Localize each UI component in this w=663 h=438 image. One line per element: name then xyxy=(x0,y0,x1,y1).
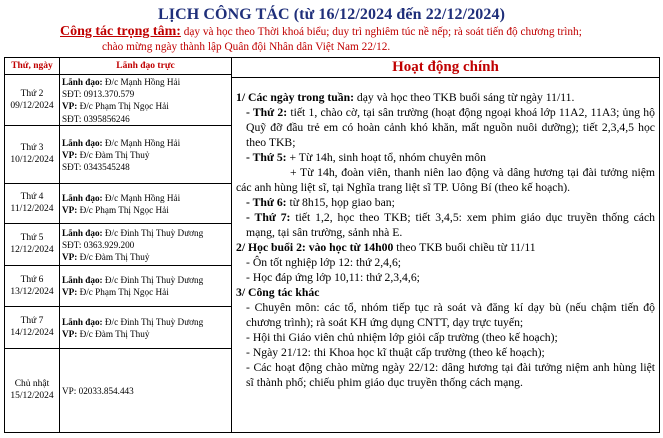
section-2-item-2: - Học đáp ứng lớp 10,11: thứ 2,3,4,6; xyxy=(246,271,420,284)
table-header-row xyxy=(5,58,660,75)
activity-cell xyxy=(232,58,660,433)
activity-thu5: - Thứ 5: + Từ 14h, sinh hoạt tổ, nhóm chuyên môn xyxy=(246,151,486,164)
day-cell: Thứ 7 14/12/2024 xyxy=(5,306,60,348)
lead-cell: Lãnh đạo: Đ/c Mạnh Hồng Hải VP: Đ/c Đàm Thị Thuỷ SĐT: 0343545248 xyxy=(60,125,232,183)
section-3: 3/ Công tác khác xyxy=(236,286,320,299)
activity-thu2: - Thứ 2: tiết 1, chào cờ, tại sân trường (hoạt động ngoại khoá lớp 11A2, 11A3; ủng hộ Quỹ đỡ đầu trẻ em có hoàn cảnh khó khăn, mất nguồn nuôi dưỡng); tiết 2,3,4,5 học theo TKB; xyxy=(246,106,655,149)
lead-cell: Lãnh đạo: Đ/c Mạnh Hồng Hải VP: Đ/c Phạm Thị Ngọc Hải xyxy=(60,183,232,223)
activity-thu5-line2: + Từ 14h, đoàn viên, thanh niên lao động và dâng hương tại đài tưởng niệm các anh hùng liệt sĩ, tại Nghĩa trang liệt sĩ TP. Uông Bí (theo kế hoạch). xyxy=(236,166,655,194)
focus-label: Công tác trọng tâm: xyxy=(60,24,181,39)
section-3-item-2: - Hội thi Giáo viên chủ nhiệm lớp giỏi cấp trường (theo kế hoạch); xyxy=(246,331,558,344)
lead-cell: VP: 02033.854.443 xyxy=(60,348,232,432)
lead-cell: Lãnh đạo: Đ/c Đinh Thị Thuỳ Dương VP: Đ/c Phạm Thị Ngọc Hải xyxy=(60,265,232,306)
lead-cell: Lãnh đạo: Đ/c Mạnh Hồng Hải SĐT: 0913.370.579 VP: Đ/c Phạm Thị Ngọc Hải SĐT: 0395856246 xyxy=(60,75,232,126)
day-cell: Thứ 2 09/12/2024 xyxy=(5,75,60,126)
section-3-item-4: - Các hoạt động chào mừng ngày 22/12: dâng hương tại đài tưởng niệm anh hùng liệt sĩ thành phố; chiếu phim giáo dục truyền thống cách mạng. xyxy=(246,361,655,389)
day-cell: Thứ 3 10/12/2024 xyxy=(5,125,60,183)
header-day: Thứ, ngày xyxy=(5,58,60,75)
day-cell: Thứ 6 13/12/2024 xyxy=(5,265,60,306)
activity-thu7: - Thứ 7: tiết 1,2, học theo TKB; tiết 3,4,5: xem phim giáo dục truyền thống cách mạng, tại sân trường, sảnh nhà E. xyxy=(246,211,655,239)
day-cell: Thứ 4 11/12/2024 xyxy=(5,183,60,223)
focus-line-1: dạy và học theo Thời khoá biểu; duy trì nghiêm túc nề nếp; rà soát tiến độ chương trình; xyxy=(180,26,582,38)
header-lead: Lãnh đạo trực xyxy=(60,58,232,75)
section-2-item-1: - Ôn tốt nghiệp lớp 12: thứ 2,4,6; xyxy=(246,256,402,269)
lead-cell: Lãnh đạo: Đ/c Đinh Thị Thuỳ Dương SĐT: 0363.929.200 VP: Đ/c Đàm Thị Thuỷ xyxy=(60,223,232,265)
schedule-table xyxy=(4,57,660,433)
day-cell: Chủ nhật 15/12/2024 xyxy=(5,348,60,432)
section-3-item-1: - Chuyên môn: các tổ, nhóm tiếp tục rà soát và đăng kí dạy bù (nếu chậm tiến độ chương trình); rà soát KH ứng dụng CNTT, dạy trực tuyến; xyxy=(246,301,655,329)
section-2: 2/ Học buổi 2: vào học từ 14h00 theo TKB buổi chiều từ 11/11 xyxy=(236,241,536,254)
focus-line-2: chào mừng ngày thành lập Quân đội Nhân dân Việt Nam 22/12. xyxy=(102,40,391,53)
section-3-item-3: - Ngày 21/12: thi Khoa học kĩ thuật cấp trường (theo kế hoạch); xyxy=(246,346,545,359)
day-cell: Thứ 5 12/12/2024 xyxy=(5,223,60,265)
activity-content xyxy=(232,78,659,390)
lead-cell: Lãnh đạo: Đ/c Đinh Thị Thuỳ Dương VP: Đ/c Đàm Thị Thuỷ xyxy=(60,306,232,348)
focus-note xyxy=(60,25,660,54)
section-1: 1/ Các ngày trong tuần: dạy và học theo TKB buổi sáng từ ngày 11/11. xyxy=(236,91,575,104)
page-title: LỊCH CÔNG TÁC (từ 16/12/2024 đến 22/12/2024) xyxy=(157,6,506,23)
activity-thu6: - Thứ 6: từ 8h15, họp giao ban; xyxy=(246,196,395,209)
header-activity: Hoạt động chính xyxy=(232,58,659,78)
